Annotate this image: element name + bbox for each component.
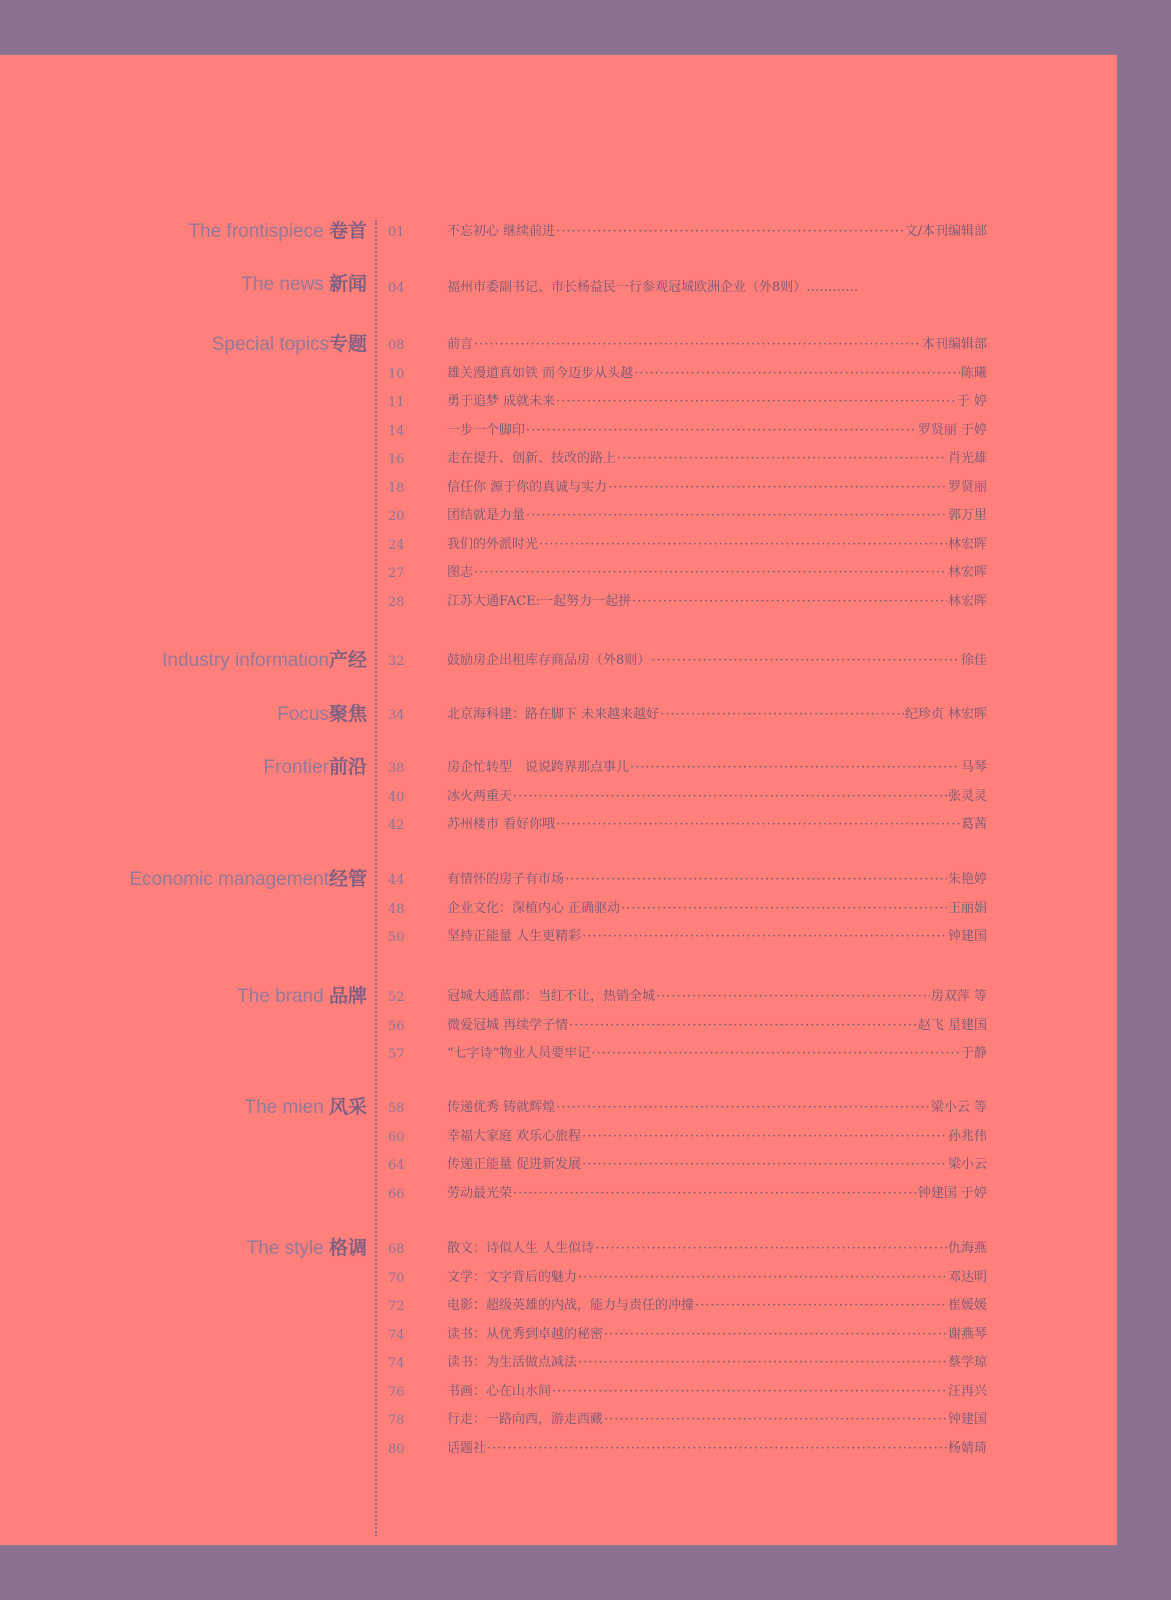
dot-leader bbox=[630, 759, 960, 777]
toc-entry[interactable] bbox=[447, 1411, 987, 1429]
toc-entry[interactable] bbox=[447, 564, 987, 582]
entry-title: 鼓励房企出租库存商品房（外8则） bbox=[447, 653, 651, 668]
page-number: 66 bbox=[388, 1186, 405, 1202]
dot-leader bbox=[569, 1017, 917, 1035]
section-title-en: The news bbox=[241, 274, 329, 295]
section-title-en: Special topics bbox=[211, 334, 329, 355]
entry-author: 朱艳婷 bbox=[947, 872, 987, 887]
toc-entry[interactable] bbox=[447, 652, 987, 670]
page-number: 78 bbox=[388, 1413, 405, 1428]
toc-entry[interactable] bbox=[447, 393, 987, 411]
entry-author: 马琴 bbox=[960, 760, 987, 775]
toc-entry[interactable] bbox=[447, 1326, 987, 1344]
section-title bbox=[0, 272, 367, 297]
dot-leader bbox=[591, 1045, 960, 1063]
toc-entry[interactable] bbox=[447, 1297, 987, 1315]
entry-author: 于静 bbox=[960, 1046, 987, 1061]
section-title-en: Economic management bbox=[129, 869, 329, 890]
dot-leader bbox=[578, 1269, 947, 1287]
entry-author: 徐佳 bbox=[960, 653, 987, 668]
entry-author: 钟建国 bbox=[947, 929, 987, 944]
dot-leader bbox=[595, 1240, 947, 1258]
page-number: 27 bbox=[388, 566, 405, 581]
section-title-en: The style bbox=[246, 1238, 329, 1259]
dot-leader bbox=[660, 706, 904, 724]
entry-title: 幸福大家庭 欢乐心旅程 bbox=[447, 1128, 582, 1144]
entry-author: 罗贤丽 bbox=[947, 479, 987, 495]
toc-entry[interactable] bbox=[447, 336, 987, 354]
section-title-zh: 聚焦 bbox=[328, 703, 367, 725]
dotted-divider bbox=[375, 220, 377, 1536]
page-number: 68 bbox=[388, 1242, 405, 1257]
section-title bbox=[0, 984, 367, 1009]
entry-author: 陈曦 bbox=[960, 365, 987, 381]
entry-author: 林宏晖 bbox=[947, 536, 987, 552]
toc-entry[interactable] bbox=[447, 1099, 987, 1117]
entry-author: 邓达明 bbox=[947, 1269, 987, 1285]
entry-title: 江苏大通FACE:一起努力一起拼 bbox=[447, 593, 632, 609]
page-number: 48 bbox=[388, 901, 405, 917]
dot-leader bbox=[474, 336, 921, 354]
page-number: 16 bbox=[388, 452, 405, 467]
toc-entry[interactable] bbox=[447, 1128, 987, 1146]
section-title bbox=[0, 219, 367, 244]
dot-leader bbox=[582, 1156, 947, 1174]
entry-title: 房企忙转型 说说跨界那点事儿 bbox=[447, 760, 630, 775]
section-title-en: The frontispiece bbox=[188, 221, 329, 242]
section-title-zh: 专题 bbox=[328, 333, 367, 355]
entry-title: 有情怀的房子有市场 bbox=[447, 872, 565, 887]
section-title bbox=[0, 702, 367, 727]
section-title-en: Focus bbox=[277, 704, 329, 725]
section-title-zh: 卷首 bbox=[328, 220, 367, 242]
page-number: 64 bbox=[388, 1158, 405, 1173]
entry-title: 传递正能量 促进新发展 bbox=[447, 1157, 582, 1172]
dot-leader bbox=[578, 1354, 947, 1372]
toc-entry[interactable] bbox=[447, 759, 987, 777]
dot-leader bbox=[487, 1440, 947, 1458]
toc-entry[interactable] bbox=[447, 871, 987, 889]
section-title-zh: 品牌 bbox=[328, 985, 367, 1007]
entry-author: 梁小云 bbox=[947, 1157, 987, 1172]
page-number: 74 bbox=[388, 1327, 405, 1343]
toc-entry[interactable] bbox=[447, 536, 987, 554]
entry-author: 杨婧琦 bbox=[947, 1440, 987, 1456]
entry-author: 于 婷 bbox=[956, 394, 987, 409]
entry-author: 本刊编辑部 bbox=[921, 337, 987, 352]
entry-title: 图志 bbox=[447, 565, 474, 580]
entry-title: “七字诗”物业人员要牢记 bbox=[447, 1046, 591, 1061]
entry-author: 孙兆伟 bbox=[947, 1128, 987, 1144]
entry-author: 林宏晖 bbox=[947, 565, 987, 580]
entry-title: 传递优秀 铸就辉煌 bbox=[447, 1100, 556, 1115]
section-title bbox=[0, 1095, 367, 1120]
page-number: 11 bbox=[388, 395, 405, 410]
dot-leader bbox=[582, 1128, 947, 1146]
page-number: 60 bbox=[388, 1129, 405, 1145]
page-number: 44 bbox=[388, 873, 405, 888]
entry-title: 文学：文字背后的魅力 bbox=[447, 1269, 578, 1285]
page-number: 04 bbox=[388, 281, 405, 296]
section-title-en: The brand bbox=[237, 986, 329, 1007]
section-title-zh: 经管 bbox=[328, 868, 367, 890]
entry-title: 冰火两重天 bbox=[447, 788, 513, 804]
toc-entry[interactable] bbox=[447, 1185, 987, 1203]
page-number: 70 bbox=[388, 1270, 405, 1286]
toc-entry[interactable] bbox=[447, 928, 987, 946]
section-title-en: Industry information bbox=[162, 650, 329, 671]
entry-title: 北京海科建：路在脚下 未来越来越好 bbox=[447, 707, 660, 722]
entry-author: 赵飞 星建国 bbox=[917, 1017, 987, 1033]
entry-title: 行走：一路向西，游走西藏 bbox=[447, 1412, 604, 1427]
dot-leader bbox=[556, 816, 960, 834]
dot-leader bbox=[556, 223, 903, 241]
page-number: 80 bbox=[388, 1441, 405, 1457]
toc-entry[interactable] bbox=[447, 1045, 987, 1063]
dot-leader bbox=[604, 1411, 947, 1429]
dot-leader bbox=[474, 564, 947, 582]
entry-author: 钟建国 bbox=[947, 1412, 987, 1427]
entry-title: 雄关漫道真如铁 而今迈步从头越 bbox=[447, 365, 634, 381]
page-number: 58 bbox=[388, 1101, 405, 1116]
toc-entry[interactable] bbox=[447, 900, 987, 918]
section-title-zh: 产经 bbox=[328, 649, 367, 671]
dot-leader bbox=[634, 365, 960, 383]
toc-entry[interactable] bbox=[447, 706, 987, 724]
toc-entry[interactable] bbox=[447, 1156, 987, 1174]
page-number: 24 bbox=[388, 537, 405, 553]
page-number: 72 bbox=[388, 1299, 405, 1314]
section-title-en: Frontier bbox=[263, 757, 329, 778]
entry-author: 谢燕琴 bbox=[947, 1326, 987, 1342]
entry-author: 罗贤丽 于婷 bbox=[917, 422, 987, 438]
toc-entry[interactable] bbox=[447, 593, 987, 611]
entry-title: 散文：诗似人生 人生似诗 bbox=[447, 1241, 595, 1256]
entry-author: 肖光雄 bbox=[947, 451, 987, 466]
entry-title: 读书：从优秀到卓越的秘密 bbox=[447, 1326, 604, 1342]
section-title-zh: 新闻 bbox=[328, 273, 367, 295]
dot-leader bbox=[513, 1185, 917, 1203]
dot-leader bbox=[526, 422, 917, 440]
entry-title: 书画：心在山水间 bbox=[447, 1383, 552, 1399]
dot-leader bbox=[526, 507, 947, 525]
entry-title: 团结就是力量 bbox=[447, 508, 526, 523]
page-number: 50 bbox=[388, 930, 405, 945]
page-number: 34 bbox=[388, 708, 405, 723]
page-number: 14 bbox=[388, 423, 405, 439]
entry-author: 林宏晖 bbox=[947, 593, 987, 609]
dot-leader bbox=[582, 928, 947, 946]
entry-author: 仇海燕 bbox=[947, 1241, 987, 1256]
entry-author: 梁小云 等 bbox=[930, 1100, 987, 1115]
toc-entry[interactable] bbox=[447, 988, 987, 1006]
dot-leader bbox=[565, 871, 947, 889]
section-title-zh: 前沿 bbox=[328, 756, 367, 778]
toc-entry[interactable] bbox=[447, 365, 987, 383]
dot-leader bbox=[617, 450, 947, 468]
section-title-zh: 风采 bbox=[328, 1096, 367, 1118]
page-number: 20 bbox=[388, 509, 405, 524]
section-title bbox=[0, 648, 367, 673]
entry-title: 走在提升、创新、技改的路上 bbox=[447, 451, 617, 466]
page-number: 74 bbox=[388, 1356, 405, 1371]
toc-entry[interactable] bbox=[447, 816, 987, 834]
entry-title: 福州市委副书记、市长杨益民一行参观冠城欧洲企业（外8则）………… bbox=[447, 280, 859, 295]
dot-leader bbox=[513, 788, 947, 806]
page-number: 76 bbox=[388, 1384, 405, 1400]
entry-author: 张灵灵 bbox=[947, 788, 987, 804]
entry-title: 信任你 源于你的真诚与实力 bbox=[447, 479, 608, 495]
toc-entry[interactable] bbox=[447, 1383, 987, 1401]
entry-title: 冠城大通蓝郡：当红不让，热销全城 bbox=[447, 989, 656, 1004]
entry-author: 文/本刊编辑部 bbox=[904, 224, 987, 239]
entry-title: 勇于追梦 成就未来 bbox=[447, 394, 556, 409]
dot-leader bbox=[695, 1297, 947, 1315]
entry-title: 读书：为生活做点减法 bbox=[447, 1355, 578, 1370]
toc-entry[interactable] bbox=[447, 1240, 987, 1258]
dot-leader bbox=[608, 479, 947, 497]
entry-title: 坚持正能量 人生更精彩 bbox=[447, 929, 582, 944]
toc-entry[interactable] bbox=[447, 1440, 987, 1458]
toc-entry[interactable] bbox=[447, 1017, 987, 1035]
entry-title: 我们的外派时光 bbox=[447, 536, 539, 552]
page-number: 52 bbox=[388, 990, 405, 1005]
section-title bbox=[0, 755, 367, 780]
dot-leader bbox=[556, 393, 956, 411]
entry-author: 纪珍贞 林宏晖 bbox=[904, 707, 987, 722]
entry-author: 葛茜 bbox=[960, 817, 987, 832]
dot-leader bbox=[621, 900, 947, 918]
entry-author: 郭万里 bbox=[947, 508, 987, 523]
page-number: 57 bbox=[388, 1047, 405, 1062]
dot-leader bbox=[632, 593, 947, 611]
section-title bbox=[0, 1236, 367, 1261]
page-number: 42 bbox=[388, 818, 405, 833]
entry-author: 蔡学琼 bbox=[947, 1355, 987, 1370]
dot-leader bbox=[539, 536, 947, 554]
toc-entry[interactable] bbox=[447, 279, 858, 297]
entry-author: 房双萍 等 bbox=[930, 989, 987, 1004]
toc-entry[interactable] bbox=[447, 450, 987, 468]
dot-leader bbox=[552, 1383, 947, 1401]
dot-leader bbox=[651, 652, 960, 670]
entry-title: 苏州楼市 看好你哦 bbox=[447, 817, 556, 832]
dot-leader bbox=[656, 988, 930, 1006]
entry-title: 话题社 bbox=[447, 1440, 487, 1456]
entry-author: 汪再兴 bbox=[947, 1383, 987, 1399]
page-number: 38 bbox=[388, 761, 405, 776]
entry-title: 劳动最光荣 bbox=[447, 1185, 513, 1201]
toc-entry[interactable] bbox=[447, 223, 987, 241]
entry-title: 微爱冠城 再续学子情 bbox=[447, 1017, 569, 1033]
page-number: 28 bbox=[388, 594, 405, 610]
entry-author: 王丽娟 bbox=[947, 900, 987, 916]
section-title-en: The mien bbox=[244, 1097, 329, 1118]
toc-entry[interactable] bbox=[447, 1354, 987, 1372]
page-number: 18 bbox=[388, 480, 405, 496]
page-number: 10 bbox=[388, 366, 405, 382]
entry-title: 电影：超级英雄的内战，能力与责任的冲撞 bbox=[447, 1298, 695, 1313]
section-title bbox=[0, 332, 367, 357]
page-number: 32 bbox=[388, 654, 405, 669]
page-number: 40 bbox=[388, 789, 405, 805]
entry-author: 崔媛媛 bbox=[947, 1298, 987, 1313]
section-title bbox=[0, 867, 367, 892]
section-title-zh: 格调 bbox=[328, 1237, 367, 1259]
toc-entry[interactable] bbox=[447, 507, 987, 525]
entry-title: 企业文化：深植内心 正确驱动 bbox=[447, 900, 621, 916]
toc-entry[interactable] bbox=[447, 1269, 987, 1287]
entry-title: 不忘初心 继续前进 bbox=[447, 224, 556, 239]
dot-leader bbox=[604, 1326, 947, 1344]
toc-entry[interactable] bbox=[447, 788, 987, 806]
page-number: 56 bbox=[388, 1018, 405, 1034]
toc-entry[interactable] bbox=[447, 422, 987, 440]
entry-title: 一步一个脚印 bbox=[447, 422, 526, 438]
entry-author: 钟建国 于婷 bbox=[917, 1185, 987, 1201]
page-number: 01 bbox=[388, 225, 405, 240]
dot-leader bbox=[556, 1099, 930, 1117]
toc-entry[interactable] bbox=[447, 479, 987, 497]
page-number: 08 bbox=[388, 338, 405, 353]
entry-title: 前言 bbox=[447, 337, 474, 352]
